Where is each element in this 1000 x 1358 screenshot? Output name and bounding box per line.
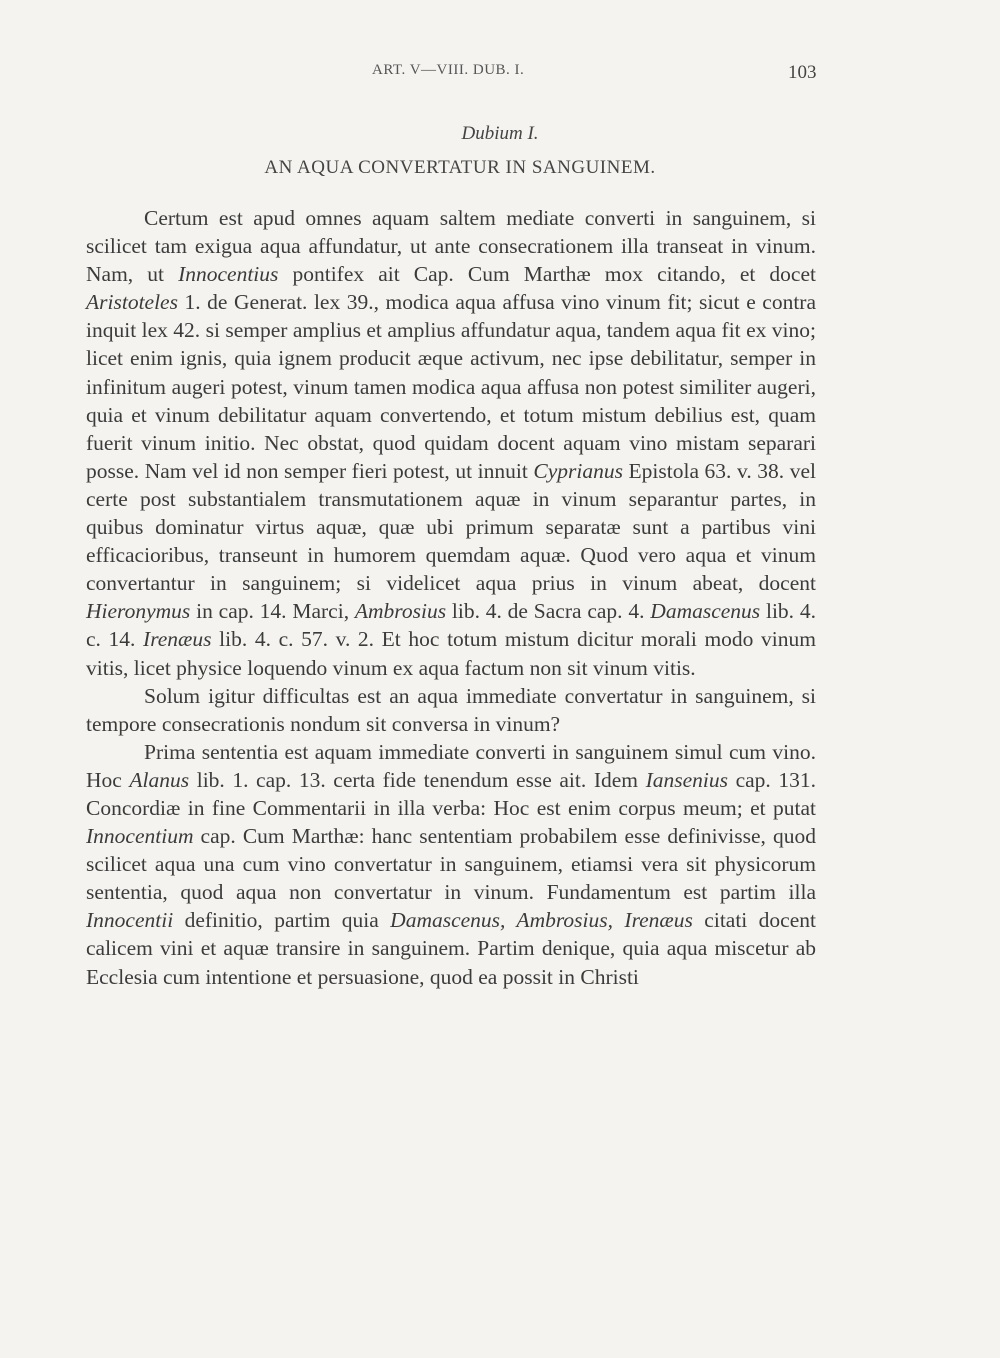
text-run: lib. 4. c. 14. (86, 599, 816, 652)
text-run: definitio, partim quia (173, 908, 391, 933)
paragraph-2 (86, 682, 816, 738)
cited-author: Damascenus (650, 599, 761, 624)
cited-author: Hieronymus (86, 599, 191, 624)
cited-author: Damascenus, Ambrosius, Irenæus (390, 908, 693, 933)
text-run: Solum igitur difficultas est an aqua immediate convertatur in sanguinem, si tempore consecrationis nondum sit conversa in vinum? (86, 683, 816, 736)
paragraph-1 (86, 204, 816, 682)
section-label: Dubium I. (461, 123, 539, 144)
cited-author: Aristoteles (86, 290, 178, 315)
text-run: Prima sententia est aquam immediate converti in sanguinem simul cum vino. Hoc (86, 739, 816, 792)
running-head: ART. V—VIII. DUB. I. (372, 62, 525, 78)
cited-author: Cyprianus (533, 458, 623, 483)
text-run: pontifex ait Cap. Cum Marthæ mox citando, et docet (278, 262, 816, 287)
body-text (86, 204, 816, 991)
text-run: cap. 131. Concordiæ in fine Commentarii in illa verba: Hoc est enim corpus meum; et putat (86, 767, 816, 820)
page-number: 103 (788, 62, 817, 83)
text-run: Certum est apud omnes aquam saltem mediate converti in sanguinem, si scilicet tam exigua aqua affundatur, ut ante consecrationem illa transeat in vinum. Nam, ut (86, 206, 816, 287)
cited-author: Alanus (129, 767, 190, 792)
cited-author: Innocentii (86, 908, 174, 933)
cited-author: Ambrosius (354, 599, 447, 624)
text-run: lib. 1. cap. 13. certa fide tenendum esse ait. Idem (189, 767, 646, 792)
paragraph-3 (86, 738, 816, 991)
text-run: Epistola 63. v. 38. vel certe post substantialem transmutationem aquæ in vinum separantur partes, in quibus dominatur virtus aquæ, quæ ubi primum separatæ sunt a partibus vini efficacioribus, transeunt in humorem quemdam aquæ. Quod vero aqua et vinum convertantur in sanguinem; si videlicet aqua prius in vinum abeat, docent (86, 458, 816, 596)
text-run: citati docent calicem vini et aquæ transire in sanguinem. Partim denique, quia aqua miscetur ab Ecclesia cum intentione et persuasione, quod ea possit in Christi (86, 908, 816, 989)
section-title: AN AQUA CONVERTATUR IN SANGUINEM. (264, 157, 656, 178)
text-run: lib. 4. de Sacra cap. 4. (446, 599, 651, 624)
cited-author: Irenæus (143, 627, 212, 652)
cited-author: Innocentium (86, 824, 194, 849)
text-run: 1. de Generat. lex 39., modica aqua affusa vino vinum fit; sicut e contra inquit lex 42. si semper amplius et amplius affundatur aqua, tandem aqua fit ex vino; licet enim ignis, quia ignem producit æque activum, nec ipse debilitatur, semper in infinitum augeri potest, vinum tamen modica aqua affusa non potest similiter augeri, quia et vinum debilitatur aquam convertendo, et totum mistum debilius est, quam fuerit vinum initio. Nec obstat, quod quidam docent aquam vino mistam separari posse. Nam vel id non semper fieri potest, ut innuit (86, 290, 816, 483)
text-run: in cap. 14. Marci, (190, 599, 355, 624)
text-run: cap. Cum Marthæ: hanc sententiam probabilem esse definivisse, quod scilicet aqua una cum vino convertatur in sanguinem, etiamsi vera sit physicorum sententia, quod aqua non convertatur in vinum. Fundamentum est partim illa (86, 824, 816, 905)
cited-author: Innocentius (178, 262, 279, 287)
cited-author: Iansenius (645, 767, 728, 792)
text-run: lib. 4. c. 57. v. 2. Et hoc totum mistum dicitur morali modo vinum vitis, licet physice loquendo vinum ex aqua factum non sit vinum vitis. (86, 627, 816, 680)
